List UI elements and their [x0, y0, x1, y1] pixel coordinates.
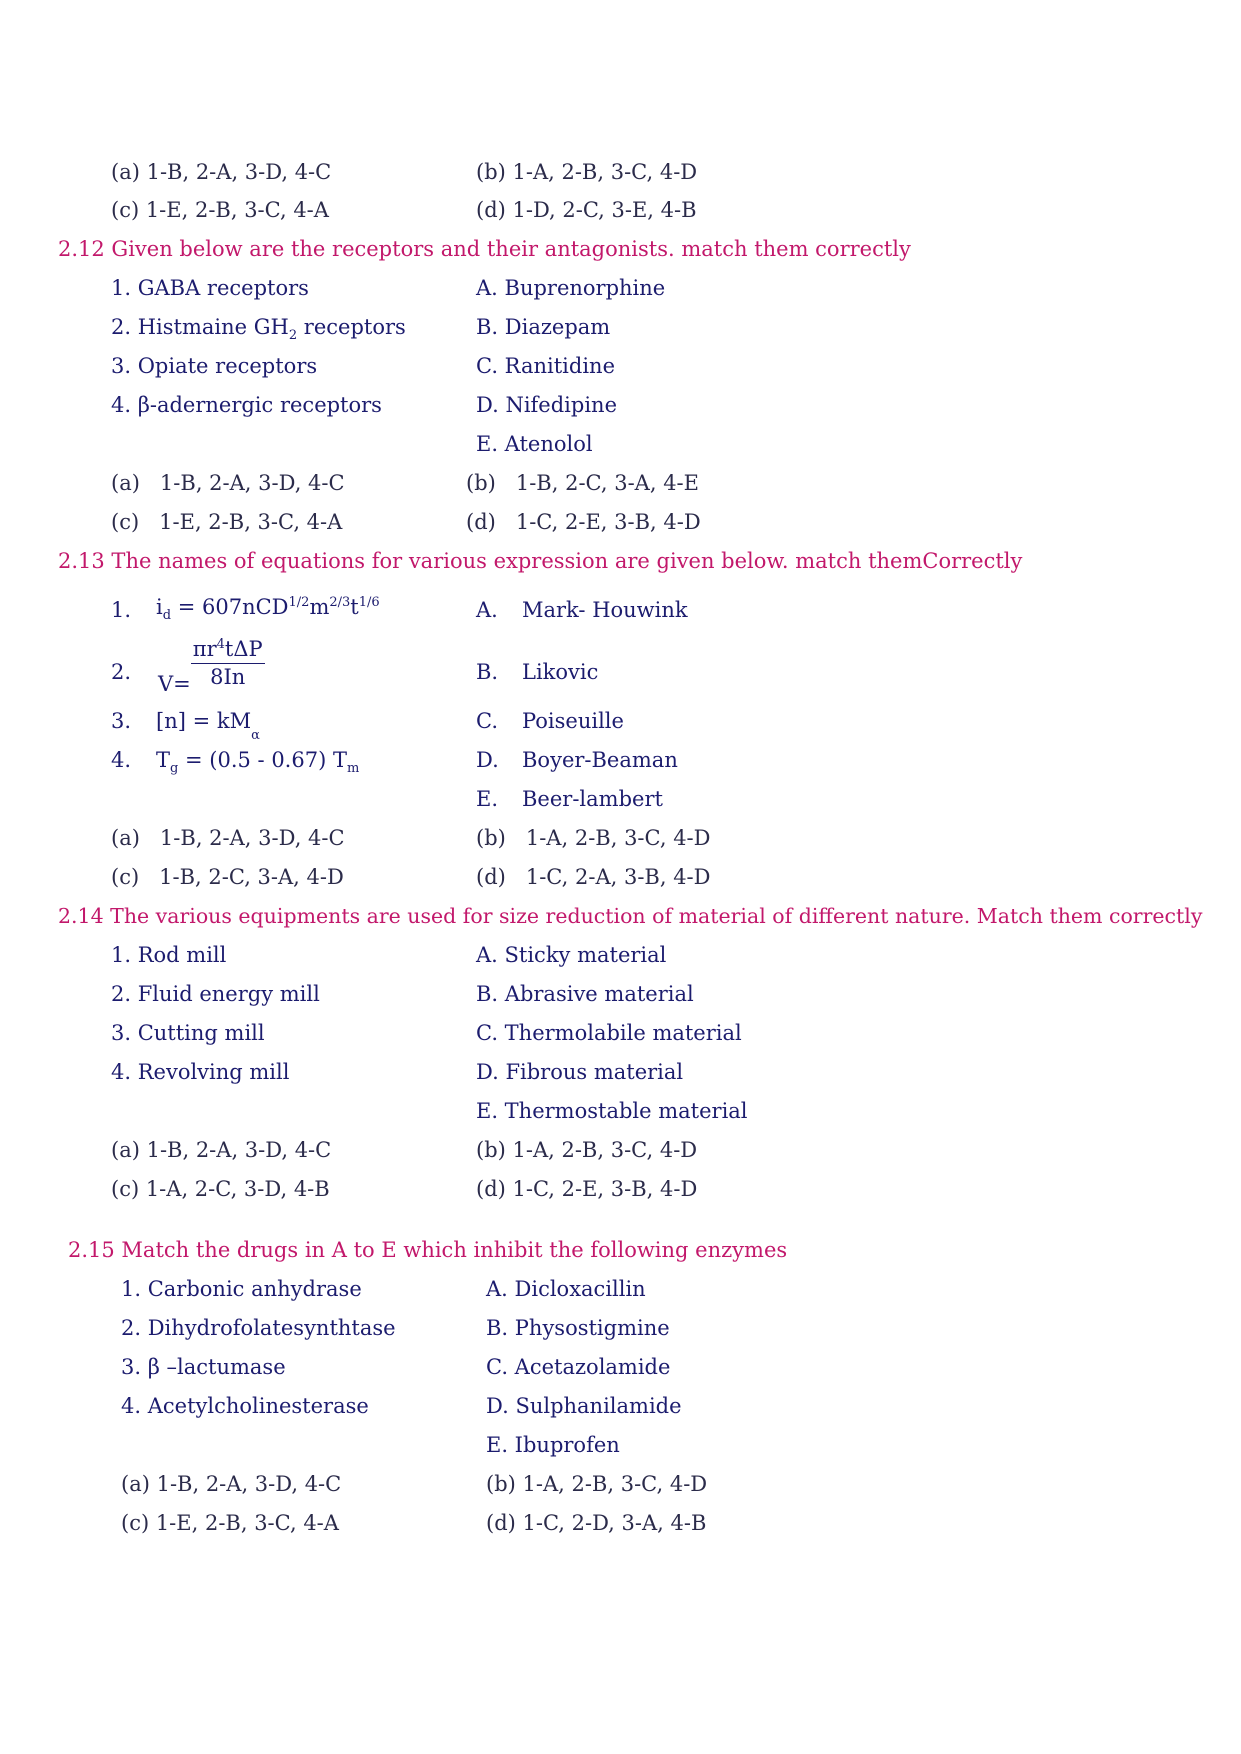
q212-option-c: (c) 1-E, 2-B, 3-C, 4-A — [111, 510, 343, 534]
q212-option-b: (b) 1-B, 2-C, 3-A, 4-E — [466, 471, 699, 495]
q214-right-a: A. Sticky material — [476, 943, 667, 967]
q213-right-c: Poiseuille — [522, 709, 624, 733]
q214-right-d: D. Fibrous material — [476, 1060, 684, 1084]
q214-right-e: E. Thermostable material — [476, 1099, 748, 1123]
q215-option-a: (a) 1-B, 2-A, 3-D, 4-C — [121, 1472, 342, 1496]
q213-right-d: Boyer-Beaman — [522, 748, 678, 772]
q212-left-2: 2. Histmaine $GH_2$ receptors — [111, 315, 406, 344]
q215-option-c: (c) 1-E, 2-B, 3-C, 4-A — [121, 1511, 339, 1535]
q215-right-a: A. Dicloxacillin — [486, 1277, 646, 1301]
q215-right-c: C. Acetazolamide — [486, 1355, 671, 1379]
q213-num-2: 2. — [111, 660, 132, 684]
q214-right-b: B. Abrasive material — [476, 982, 694, 1006]
q214-option-a: (a) 1-B, 2-A, 3-D, 4-C — [111, 1138, 332, 1162]
q213-equation-3: $[n] = kM_\alpha$ — [156, 709, 260, 744]
q214-option-b: (b) 1-A, 2-B, 3-C, 4-D — [476, 1138, 698, 1162]
q215-right-d: D. Sulphanilamide — [486, 1394, 682, 1418]
q214-title: 2.14 The various equipments are used for size reduction of material of different nature. Match them correctly — [58, 904, 1203, 928]
q213-equation-1: $i_d = 607nCD^{1/2}m^{2/3}t^{1/6}$ — [156, 595, 380, 624]
q211-option-d: (d) 1-D, 2-C, 3-E, 4-B — [476, 198, 697, 222]
q214-left-2: 2. Fluid energy mill — [111, 982, 320, 1006]
q213-num-4: 4. — [111, 748, 132, 772]
q215-right-b: B. Physostigmine — [486, 1316, 670, 1340]
q213-letter-e: E. — [476, 787, 499, 811]
q213-right-b: Likovic — [522, 660, 599, 684]
q212-right-b: B. Diazepam — [476, 315, 611, 339]
q214-right-c: C. Thermolabile material — [476, 1021, 742, 1045]
q214-option-c: (c) 1-A, 2-C, 3-D, 4-B — [111, 1177, 330, 1201]
q211-option-b: (b) 1-A, 2-B, 3-C, 4-D — [476, 160, 698, 184]
q212-right-e: E. Atenolol — [476, 432, 593, 456]
q213-right-a: Mark- Houwink — [522, 598, 688, 622]
q215-left-1: 1. Carbonic anhydrase — [121, 1277, 362, 1301]
q214-left-4: 4. Revolving mill — [111, 1060, 290, 1084]
q212-left-1: 1. GABA receptors — [111, 276, 309, 300]
q212-left-3: 3. Opiate receptors — [111, 354, 318, 378]
q214-left-3: 3. Cutting mill — [111, 1021, 265, 1045]
q212-left-4: 4. β-adernergic receptors — [111, 393, 382, 417]
q213-option-c: (c) 1-B, 2-C, 3-A, 4-D — [111, 865, 344, 889]
q212-right-c: C. Ranitidine — [476, 354, 615, 378]
q212-option-a: (a) 1-B, 2-A, 3-D, 4-C — [111, 471, 345, 495]
q213-option-a: (a) 1-B, 2-A, 3-D, 4-C — [111, 826, 345, 850]
q215-left-2: 2. Dihydrofolatesynthtase — [121, 1316, 396, 1340]
q212-right-a: A. Buprenorphine — [476, 276, 666, 300]
q215-right-e: E. Ibuprofen — [486, 1433, 620, 1457]
q215-left-3: 3. β –lactumase — [121, 1355, 286, 1379]
q214-option-d: (d) 1-C, 2-E, 3-B, 4-D — [476, 1177, 698, 1201]
q213-letter-a: A. — [476, 598, 498, 622]
q215-title: 2.15 Match the drugs in A to E which inhibit the following enzymes — [68, 1238, 788, 1262]
q215-left-4: 4. Acetylcholinesterase — [121, 1394, 369, 1418]
q213-option-b: (b) 1-A, 2-B, 3-C, 4-D — [476, 826, 711, 850]
q211-option-c: (c) 1-E, 2-B, 3-C, 4-A — [111, 198, 329, 222]
q213-letter-c: C. — [476, 709, 498, 733]
q212-option-d: (d) 1-C, 2-E, 3-B, 4-D — [466, 510, 701, 534]
q212-right-d: D. Nifedipine — [476, 393, 618, 417]
q213-letter-b: B. — [476, 660, 499, 684]
q215-option-d: (d) 1-C, 2-D, 3-A, 4-B — [486, 1511, 707, 1535]
q213-num-3: 3. — [111, 709, 132, 733]
q213-equation-2: V= $\frac{\pi r^4t\Delta P}{8In}$ — [158, 637, 263, 696]
q212-title: 2.12 Given below are the receptors and their antagonists. match them correctly — [58, 237, 911, 261]
q213-equation-4: $T_g = (0.5 - 0.67)$ $T_m$ — [156, 748, 360, 777]
q213-num-1: 1. — [111, 598, 132, 622]
q213-letter-d: D. — [476, 748, 499, 772]
q213-option-d: (d) 1-C, 2-A, 3-B, 4-D — [476, 865, 711, 889]
q214-left-1: 1. Rod mill — [111, 943, 227, 967]
q213-title: 2.13 The names of equations for various expression are given below. match themCorrectly — [58, 549, 1023, 573]
q211-option-a: (a) 1-B, 2-A, 3-D, 4-C — [111, 160, 332, 184]
q215-option-b: (b) 1-A, 2-B, 3-C, 4-D — [486, 1472, 708, 1496]
q213-right-e: Beer-lambert — [522, 787, 663, 811]
